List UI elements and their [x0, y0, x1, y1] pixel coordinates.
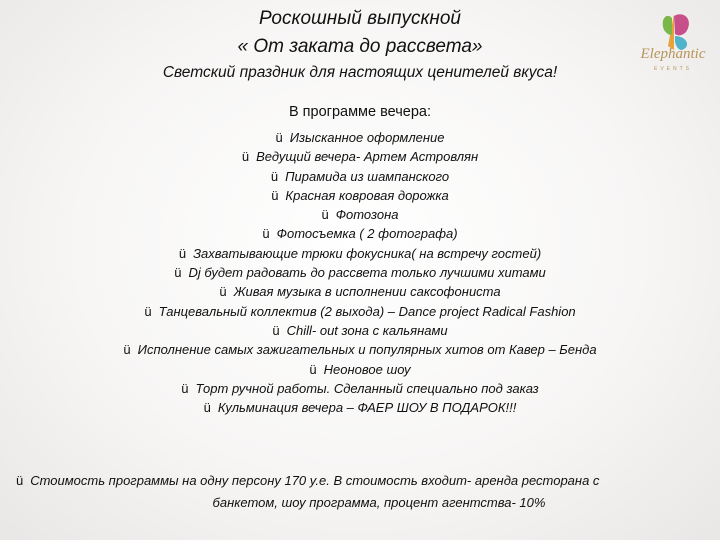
- program-item-text: Кульминация вечера – ФАЕР ШОУ В ПОДАРОК!!!: [217, 400, 517, 416]
- program-item: [0, 302, 720, 321]
- check-icon: ü: [272, 322, 280, 338]
- price-note-line-2: банкетом, шоу программа, процент агентства- 10%: [212, 495, 546, 510]
- program-item-text: Исполнение самых зажигательных и популярных хитов от Кавер – Бенда: [137, 342, 597, 358]
- program-item-text: Изысканное оформление: [289, 130, 445, 145]
- program-item: [0, 186, 720, 205]
- check-icon: ü: [270, 168, 279, 184]
- program-item: [0, 379, 720, 398]
- check-icon: ü: [123, 342, 131, 358]
- check-icon: ü: [174, 265, 182, 281]
- program-item: [0, 167, 720, 186]
- program-item-text: Ведущий вечера- Артем Астровлян: [256, 149, 479, 165]
- check-icon: ü: [275, 130, 283, 145]
- title-line-2: « От заката до рассвета»: [237, 36, 483, 57]
- program-item: [0, 205, 720, 224]
- check-icon: ü: [16, 473, 24, 488]
- price-note: [16, 470, 706, 514]
- check-icon: ü: [262, 226, 270, 242]
- check-icon: ü: [271, 187, 279, 203]
- check-icon: ü: [181, 380, 189, 396]
- program-item: [0, 282, 720, 301]
- logo-subtext: EVENTS: [653, 66, 692, 72]
- program-item: [0, 128, 720, 147]
- check-icon: ü: [178, 245, 187, 261]
- program-item-text: Красная ковровая дорожка: [285, 187, 449, 203]
- program-item: [0, 147, 720, 166]
- check-icon: ü: [309, 361, 317, 377]
- price-note-text-1: Стоимость программы на одну персону 170 у.е. В стоимость входит- аренда ресторана с: [30, 473, 600, 488]
- program-item-text: Захватывающие трюки фокусника( на встречу гостей): [193, 245, 542, 261]
- program-item-text: Пирамида из шампанского: [285, 168, 450, 184]
- check-icon: ü: [241, 149, 250, 165]
- program-item-text: Chill- out зона с кальянами: [286, 322, 448, 338]
- program-list: [0, 128, 720, 417]
- program-item: [0, 224, 720, 243]
- program-item-text: Неоновое шоу: [323, 361, 411, 377]
- program-item: [0, 321, 720, 340]
- program-item: [0, 244, 720, 263]
- logo-text: Elephantic: [640, 46, 706, 62]
- program-item-text: Фотозона: [335, 207, 399, 223]
- check-icon: ü: [219, 284, 227, 300]
- price-note-line-1: [16, 470, 706, 492]
- program-intro: В программе вечера:: [288, 104, 432, 120]
- program-item-text: Танцевальный коллектив (2 выхода) – Dance project Radical Fashion: [158, 303, 576, 319]
- check-icon: ü: [144, 303, 152, 319]
- check-icon: ü: [321, 207, 329, 223]
- program-item-text: Dj будет радовать до рассвета только лучшими хитами: [188, 265, 546, 281]
- program-item: [0, 263, 720, 282]
- check-icon: ü: [203, 400, 211, 416]
- title-line-1: Роскошный выпускной: [258, 8, 462, 29]
- program-item-text: Фотосъемка ( 2 фотографа): [276, 226, 458, 242]
- program-item: [0, 360, 720, 379]
- program-item: [0, 340, 720, 359]
- program-item: [0, 398, 720, 417]
- subtitle: Светский праздник для настоящих ценителей вкуса!: [162, 64, 558, 81]
- program-item-text: Живая музыка в исполнении саксофониста: [233, 284, 501, 300]
- program-item-text: Торт ручной работы. Сделанный специально под заказ: [195, 380, 539, 396]
